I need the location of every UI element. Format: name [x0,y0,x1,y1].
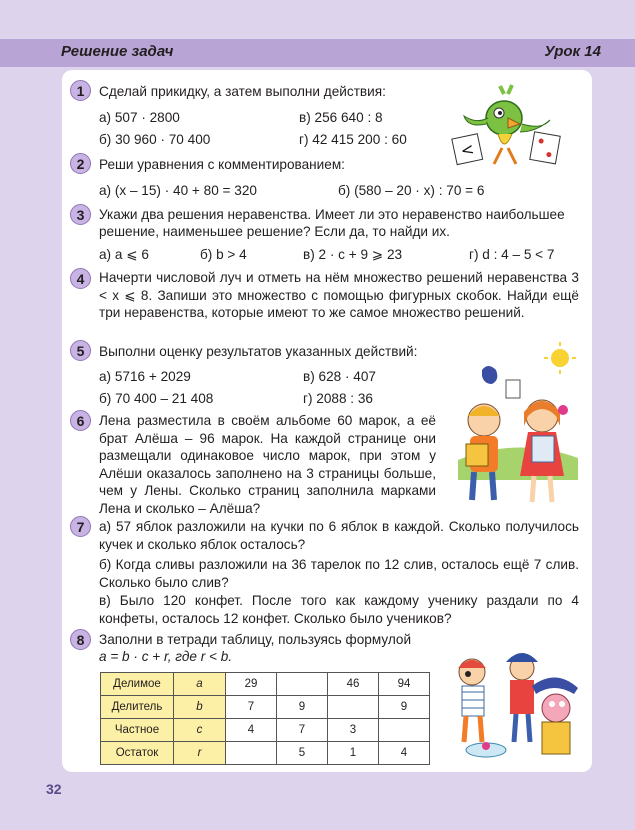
task-7-v: в) Было 120 конфет. После того как каждому ученику раздали по 4 конфеты, осталось 12 конфет. Сколько было учеников? [99,593,579,626]
row-label: Делимое [101,673,174,696]
task-number-8: 8 [70,629,91,650]
table-cell [226,742,277,765]
lesson-number: Урок 14 [544,43,601,60]
table-cell [277,673,328,696]
table-cell: 3 [328,719,379,742]
lesson-header [0,39,635,67]
table-cell: 4 [379,742,430,765]
task-8-formula: a = b · c + r, где r < b. [99,649,233,664]
task-5-v: в) 628 · 407 [303,369,376,384]
table-cell: 7 [226,696,277,719]
task-number-7: 7 [70,516,91,537]
table-row [101,673,430,696]
section-title: Решение задач [61,43,174,60]
task-number-1: 1 [70,80,91,101]
row-label: Остаток [101,742,174,765]
children-illustration [448,340,582,512]
task-1-text: Сделай прикидку, а затем выполни действия: [99,84,386,99]
row-variable: r [174,742,226,765]
table-cell: 9 [277,696,328,719]
row-label: Частное [101,719,174,742]
task-number-4: 4 [70,268,91,289]
table-cell: 4 [226,719,277,742]
task-2-text: Реши уравнения с комментированием: [99,157,345,172]
table-cell: 9 [379,696,430,719]
row-variable: b [174,696,226,719]
task-3-b: б) b > 4 [200,247,247,262]
task-6-text: Лена разместила в своём альбоме 60 марок, а её брат Алёша – 96 марок. На каждой странице они размещали одинаковое число марок, при этом у Алёши оказалось заполнено на 3 страницы больше, чем у Лены. Сколько страниц заполнила марками Лена и сколько – Алёша? [99,413,436,516]
task-5-text: Выполни оценку результатов указанных действий: [99,344,418,359]
table-cell: 1 [328,742,379,765]
task-1-b: б) 30 960 · 70 400 [99,132,211,147]
table-cell: 46 [328,673,379,696]
table-cell: 94 [379,673,430,696]
page-number: 32 [46,781,62,797]
task-4-text: Начерти числовой луч и отметь на нём множество решений неравенства 3 < x ⩽ 8. Запиши это множество с помощью фигурных скобок. Найди ещё три неравенства, которые имеют то же самое множество решений. [99,270,579,320]
task-3-g: г) d : 4 – 5 < 7 [469,247,555,262]
table-cell [328,696,379,719]
task-number-3: 3 [70,204,91,225]
table-cell: 29 [226,673,277,696]
table-row [101,742,430,765]
pirates-illustration [446,646,582,766]
task-1-a: а) 507 · 2800 [99,110,180,125]
task-3-line-2: решение, наименьшее решение? Если да, то найди их. [99,224,450,239]
task-3-v: в) 2 · c + 9 ⩾ 23 [303,247,403,262]
task-8-line-1: Заполни в тетради таблицу, пользуясь формулой [99,632,412,647]
table-row [101,719,430,742]
division-table [100,672,430,765]
task-3-line-1: Укажи два решения неравенства. Имеет ли это неравенство наибольшее [99,207,565,222]
task-number-6: 6 [70,410,91,431]
table-cell: 5 [277,742,328,765]
task-1-v: в) 256 640 : 8 [299,110,383,125]
task-5-a: а) 5716 + 2029 [99,369,191,384]
table-cell [379,719,430,742]
task-5-b: б) 70 400 – 21 408 [99,391,214,406]
row-label: Делитель [101,696,174,719]
task-7-a: а) 57 яблок разложили на кучки по 6 яблок в каждой. Сколько получилось кучек и сколько яблок осталось? [99,519,579,552]
task-5-g: г) 2088 : 36 [303,391,373,406]
task-1-g: г) 42 415 200 : 60 [299,132,407,147]
row-variable: a [174,673,226,696]
svg-text:<: < [458,138,476,161]
task-2-b: б) (580 – 20 · x) : 70 = 6 [338,183,485,198]
task-2-a: а) (x – 15) · 40 + 80 = 320 [99,183,257,198]
parrot-illustration [446,84,578,172]
task-3-a: а) a ⩽ 6 [99,247,149,262]
task-7-b: б) Когда сливы разложили на 36 тарелок по 12 слив, осталось ещё 7 слив. Сколько было слив? [99,557,579,590]
table-cell: 7 [277,719,328,742]
row-variable: c [174,719,226,742]
task-number-5: 5 [70,340,91,361]
task-number-2: 2 [70,153,91,174]
table-row [101,696,430,719]
